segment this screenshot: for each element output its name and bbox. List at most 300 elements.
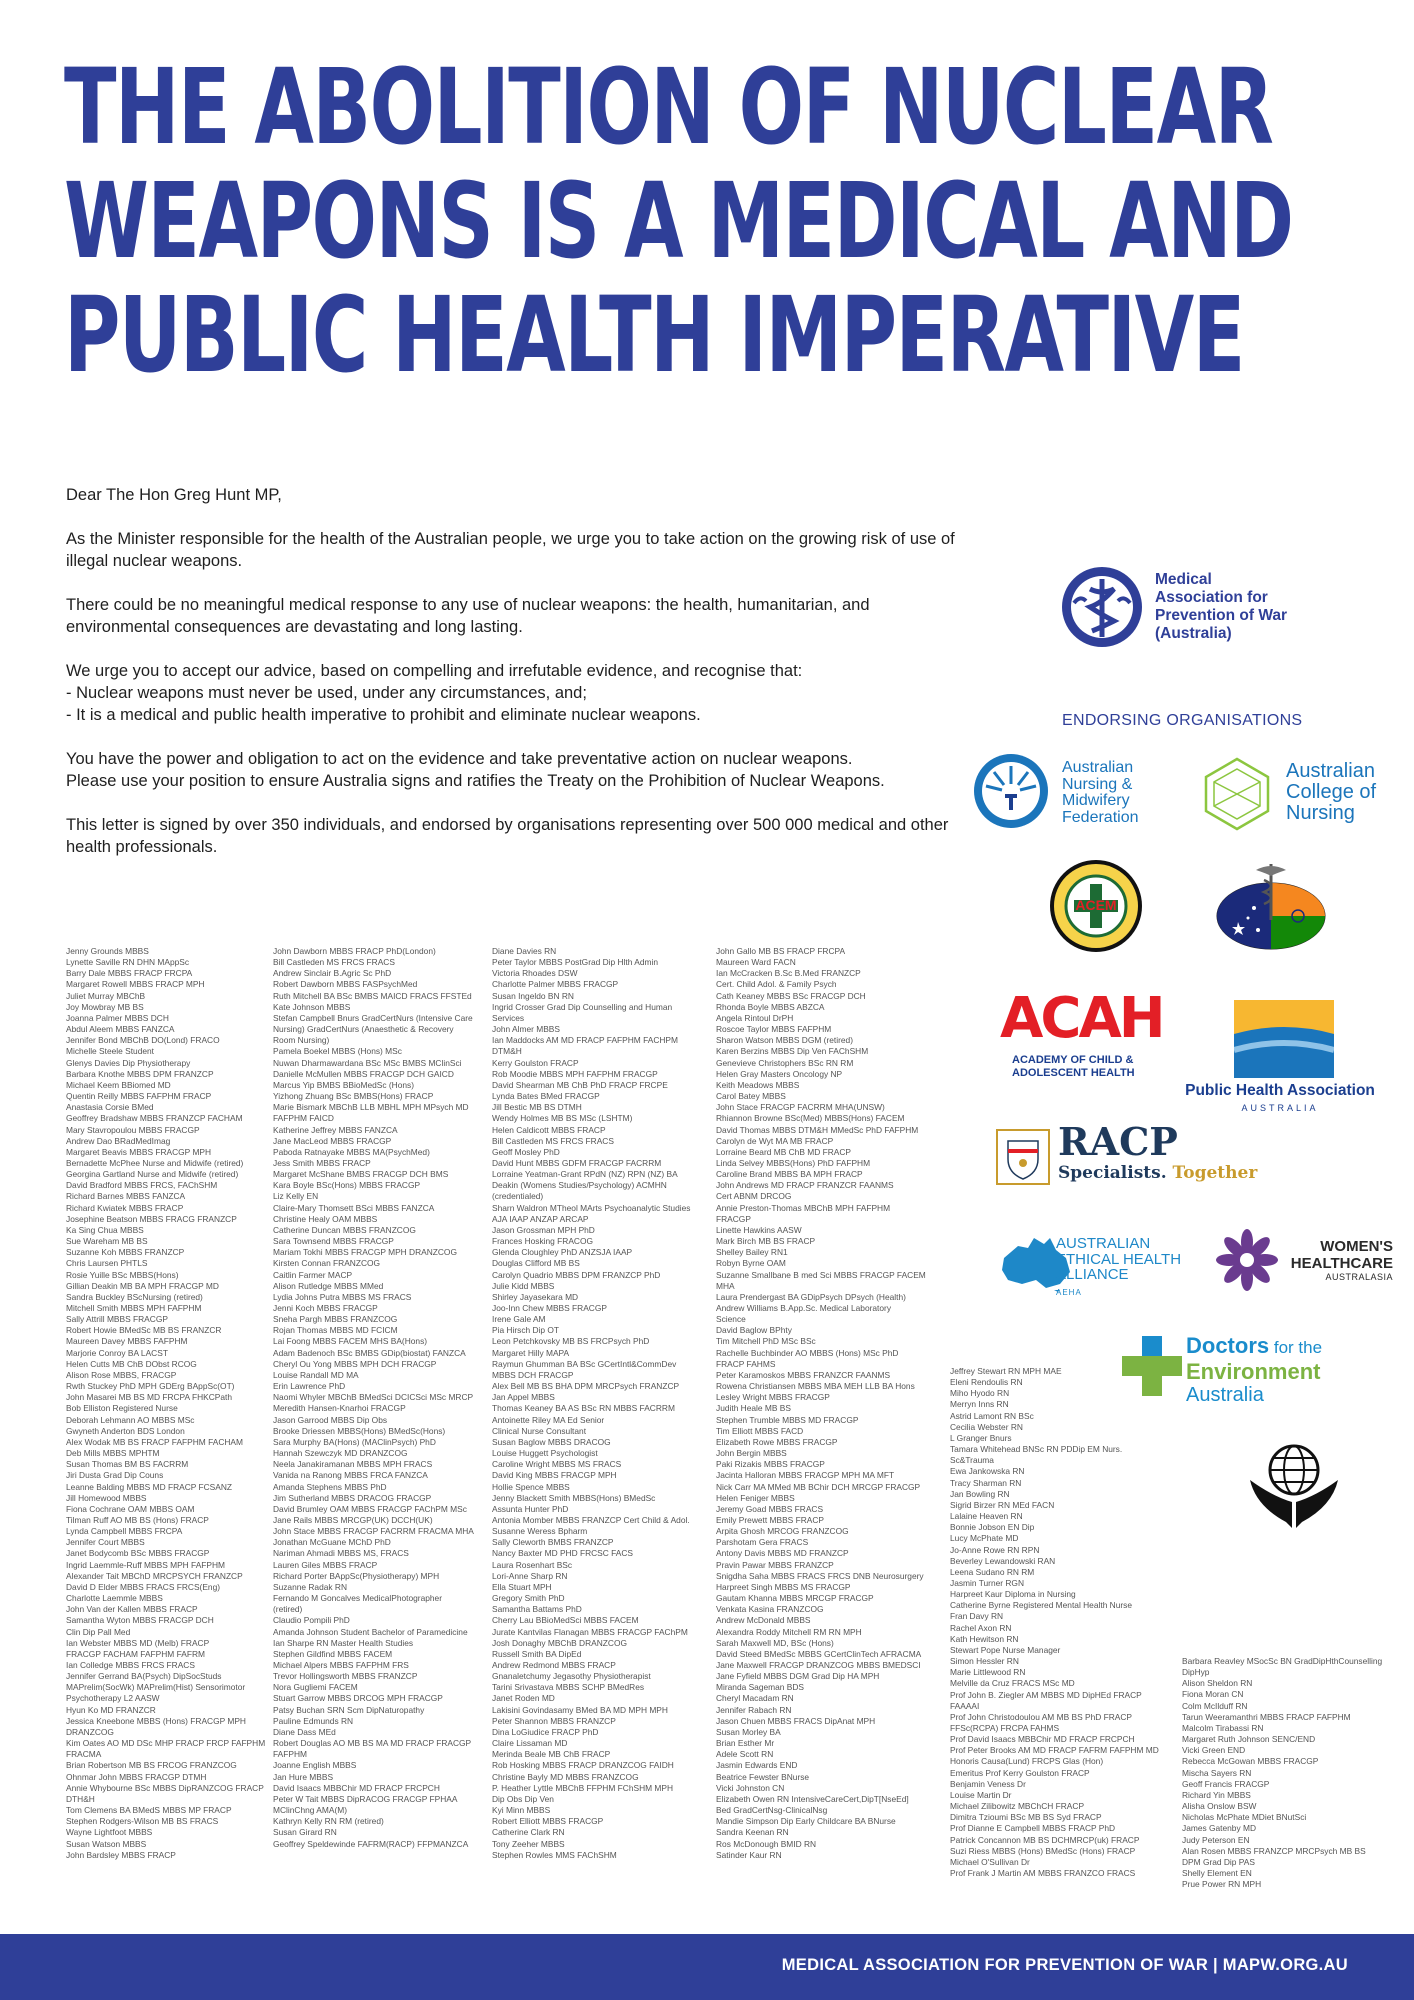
signatory-name: Venkata Kasina FRANZCOG [716, 1604, 824, 1615]
signatory-name: Alexander Tait MBChD MRCPSYCH FRANZCP [66, 1570, 243, 1581]
signatory-name: Snigdha Saha MBBS FRACS FRCS DNB Neurosurgery [716, 1570, 924, 1581]
acah-mark: ACAH [1000, 986, 1163, 1051]
signatory-name: Jonathan McGuane MChD PhD [273, 1537, 391, 1548]
signatory-name: Charlotte Laemmle MBBS [66, 1593, 163, 1604]
signatory-name: Alison Rutledge MBBS MMed [273, 1280, 384, 1291]
signatory-name: Laura Rosenhart BSc [492, 1559, 573, 1570]
signatory-name: Jason Chuen MBBS FRACS DipAnat MPH [716, 1715, 876, 1726]
signatory-name: Assunta Hunter PhD [492, 1503, 569, 1514]
signatory-name: Michael O'Sullivan Dr [950, 1856, 1030, 1867]
signatory-name: Tarun Weeramanthri MBBS FRACP FAFPHM [1182, 1711, 1351, 1722]
signatory-name: Geoffrey Bradshaw MBBS FRANZCP FACHAM [66, 1113, 243, 1124]
signatory-name: Nora Gugliemi FACEM [273, 1682, 358, 1693]
signatory-name: Bill Castleden MS FRCS FRACS [273, 957, 395, 968]
signatory-name: Jasmin Edwards END [716, 1760, 798, 1771]
signatory-name: Fernando M Goncalves MedicalPhotographer [273, 1593, 442, 1604]
signatory-name: Bonnie Jobson EN Dip [950, 1522, 1035, 1533]
signatory-name: Robert Douglas AO MB BS MA MD FRACP FRACGP [273, 1738, 472, 1749]
org-name-line: Federation [1062, 808, 1139, 826]
signatory-name: Ian McCracken B.Sc B.Med FRANZCP [716, 968, 861, 979]
signatory-name: Christine Bayly MD MBBS FRANZCOG [492, 1771, 639, 1782]
signatory-name: Tamara Whitehead BNSc RN PDDip EM Nurs. [950, 1444, 1123, 1455]
org-name-line: Public Health Association [1185, 1082, 1375, 1099]
signatory-name: Wayne Lightfoot MBBS [66, 1827, 153, 1838]
signatory-name: Brian Esther Mr [716, 1738, 775, 1749]
signatory-name: Louise Huggett Psychologist [492, 1448, 598, 1459]
signatory-name: Elizabeth Owen RN IntensiveCareCert,DipT[NseEd] [716, 1793, 909, 1804]
signatory-name: Jane Maxwell FRACGP DRANZCOG MBBS BMEDSCI [716, 1660, 921, 1670]
signatory-name: Miho Hyodo RN [950, 1388, 1010, 1399]
signatory-name: Chris Laursen PHTLS [66, 1258, 148, 1269]
signatory-name: Leanne Balding MBBS MD FRACP FCSANZ [66, 1481, 233, 1492]
signatories-column [950, 1366, 1160, 1879]
dea-name [1186, 1334, 1322, 1406]
signatory-name: Miranda Sageman BDS [716, 1682, 804, 1693]
signatory-name: Clin Dip Pall Med [66, 1626, 131, 1637]
signatory-name: Leon Petchkovsky MB BS FRCPsych PhD [492, 1336, 650, 1347]
signatory-name: Ingrid Crosser Grad Dip Counselling and Human [492, 1001, 673, 1012]
signatory-name: Kara Boyle BSc(Hons) MBBS FRACGP [273, 1180, 421, 1191]
signatory-name: (credentialed) [492, 1191, 544, 1202]
signatory-name: Michael Keem BBiomed MD [66, 1079, 171, 1090]
signatory-name: Rwth Stuckey PhD MPH GDErg BAppSc(OT) [66, 1381, 235, 1392]
signatory-name: David Hunt MBBS GDFM FRACGP FACRRM [492, 1157, 662, 1168]
signatory-name: Margaret Hilly MAPA [492, 1347, 570, 1358]
aeha-name [1056, 1236, 1181, 1283]
letter-paragraph: As the Minister responsible for the health of the Australian people, we urge you to take action on the growing risk of use of illegal nuclear weapons. [66, 530, 955, 570]
signatory-name: Rachelle Buchbinder AO MBBS (Hons) MSc PhD [716, 1347, 899, 1358]
signatory-name: Stephen Rowles MMS FAChSHM [492, 1849, 617, 1860]
signatories-column [66, 946, 266, 1861]
signatory-name: Margaret Beavis MBBS FRACGP MPH [66, 1146, 212, 1157]
signatory-name: Geoffrey Speldewinde FAFRM(RACP) FFPMANZCA [273, 1838, 469, 1849]
signatory-name: Jan Bowling RN [950, 1488, 1010, 1499]
signatory-name: Dimitra Tzioumi BSc MB BS Syd FRACP [950, 1812, 1102, 1823]
signatory-name: Michelle Steele Student [66, 1046, 154, 1057]
signatory-name: Lynette Saville RN DHN MAppSc [66, 957, 190, 968]
signatory-name: Sneha Pargh MBBS FRANZCOG [273, 1314, 398, 1325]
signatory-name: Ingrid Laemmle-Ruff MBBS MPH FAFPHM [66, 1559, 226, 1570]
org-name-line: ACADEMY OF CHILD & [1012, 1054, 1134, 1066]
signatory-name: Katherine Jeffrey MBBS FANZCA [273, 1124, 398, 1135]
signatory-name: Jill Homewood MBBS [66, 1492, 147, 1503]
acn-name [1286, 761, 1376, 824]
signatory-name: David Bradford MBBS FRCS, FAChSHM [66, 1180, 218, 1191]
letter-line: You have the power and obligation to act on the evidence and take preventative action on nuclear weapons. [66, 750, 853, 768]
headline-line: WEAPONS IS A MEDICAL AND [64, 160, 1293, 282]
signatory-name: Caroline Brand MBBS BA MPH FRACP [716, 1169, 863, 1180]
signatory-name: Mariam Tokhi MBBS FRACGP MPH DRANZCOG [273, 1247, 457, 1258]
acn-hexagon-icon [1198, 755, 1276, 833]
signatory-name: Antony Davis MBBS MD FRANZCP [716, 1548, 849, 1559]
signatory-name: Victoria Rhoades DSW [492, 968, 578, 979]
signatory-name: FRACP FAHMS [716, 1358, 776, 1369]
signatory-name: Kim Oates AO MD DSc MHP FRACP FRCP FAFPHM [66, 1738, 266, 1749]
signatory-name: Sally Attrill MBBS FRACGP [66, 1314, 168, 1325]
signatory-name: Sarah Maxwell MD, BSc (Hons) [716, 1637, 834, 1648]
acem-logo [1048, 858, 1144, 954]
acem-label: ACEM [1075, 897, 1117, 913]
signatory-name: DRANZCOG [66, 1726, 114, 1737]
signatory-name: Stuart Garrow MBBS DRCOG MPH FRACGP [273, 1693, 443, 1704]
signatory-name: Trevor Hollingsworth MBBS FRANZCP [273, 1671, 418, 1682]
signatory-name: Rosie Yuille BSc MBBS(Hons) [66, 1269, 179, 1280]
signatory-name: Susan Morley BA [716, 1726, 781, 1737]
signatory-name: Pamela Boekel MBBS (Hons) MSc [273, 1046, 402, 1057]
signatory-name: Roscoe Taylor MBBS FAFPHM [716, 1024, 832, 1035]
signatory-name: Andrew Williams B.App.Sc. Medical Laboratory [716, 1303, 892, 1313]
signatory-name: Bill Castleden MS FRCS FRACS [492, 1135, 614, 1146]
mapw-name-line: (Australia) [1155, 625, 1232, 642]
signatory-name: Richard Yin MBBS [1182, 1789, 1251, 1800]
signatory-name: Sue Wareham MB BS [66, 1236, 148, 1247]
signatory-name: Cert ABNM DRCOG [716, 1191, 792, 1202]
signatory-name: Prof David Isaacs MBBChir MD FRACP FRCPCH [950, 1734, 1135, 1745]
signatory-name: Jenny Blackett Smith MBBS(Hons) BMedSc [492, 1492, 656, 1503]
signatory-name: Rachel Axon RN [950, 1622, 1012, 1633]
racp-tagline-a: Specialists. [1058, 1163, 1167, 1183]
signatory-name: FRACGP FACHAM FAFPHM FAFRM [66, 1648, 205, 1659]
signatory-name: Susan Ingeldo BN RN [492, 990, 574, 1001]
signatory-name: Jurate Kantvilas Flanagan MBBS FRACGP FAChPM [492, 1626, 688, 1637]
org-name-line: HEALTHCARE [1290, 1255, 1393, 1272]
signatory-name: Psychotherapy L2 AASW [66, 1693, 160, 1704]
letter-paragraph: There could be no meaningful medical response to any use of nuclear weapons: the health, humanitarian, and environmental consequences are devastating and long lasting. [66, 596, 870, 636]
signatory-name: P. Heather Lyttle MBChB FFPHM FChSHM MPH [492, 1782, 674, 1793]
signatory-name: Services [492, 1012, 525, 1023]
signatory-name: Sandra Buckley BScNursing (retired) [66, 1291, 203, 1302]
letter-line: We urge you to accept our advice, based on compelling and irrefutable evidence, and recognise that: [66, 662, 803, 680]
globe-hands-logo [1246, 1440, 1342, 1530]
signatory-name: Tracy Sharman RN [950, 1477, 1022, 1488]
footer-text: MEDICAL ASSOCIATION FOR PREVENTION OF WAR | MAPW.ORG.AU [781, 1956, 1348, 1974]
signatory-name: Christine Healy OAM MBBS [273, 1213, 378, 1224]
org-name-line: AUSTRALIA [1241, 1103, 1319, 1113]
signatory-name: Glenda Cloughley PhD ANZSJA IAAP [492, 1247, 633, 1258]
signatory-name: John Van der Kallen MBBS FRACP [66, 1604, 198, 1615]
signatory-name: Hannah Szewczyk MD DRANZCOG [273, 1448, 408, 1459]
org-name-line: Environment [1186, 1359, 1321, 1384]
signatory-name: Colm McIlduff RN [1182, 1700, 1248, 1711]
signatory-name: Susan Baglow MBBS DRACOG [492, 1436, 611, 1447]
org-name-line: ALLIANCE [1056, 1266, 1129, 1283]
signatory-name: Mischa Sayers RN [1182, 1767, 1252, 1778]
signatory-name: Andrew Sinclair B.Agric Sc PhD [273, 968, 392, 979]
signatory-name: Paki Rizakis MBBS FRACGP [716, 1459, 825, 1470]
signatory-name: Lakisini Govindasamy BMed BA MD MPH MPH [492, 1704, 668, 1715]
signatory-name: Shelly Element EN [1182, 1867, 1252, 1878]
signatory-name: Russell Smith BA DipEd [492, 1648, 582, 1659]
signatory-name: Margaret Ruth Johnson SENC/END [1182, 1734, 1316, 1745]
org-name-line: WOMEN'S [1320, 1238, 1393, 1255]
signatory-name: Meredith Hansen-Knarhoi FRACGP [273, 1403, 406, 1414]
signatory-name: Alison Rose MBBS, FRACGP [66, 1369, 177, 1380]
signatories-column [273, 946, 488, 1850]
signatory-name: MHA [716, 1280, 735, 1291]
signatory-name: Amanda Johnson Student Bachelor of Paramedicine [273, 1626, 468, 1637]
signatory-name: Arpita Ghosh MRCOG FRANZCOG [716, 1526, 849, 1537]
signatory-name: Richard Porter BAppSc(Physiotherapy) MPH [273, 1570, 440, 1581]
signatory-name: Kirsten Connan FRANZCOG [273, 1258, 381, 1269]
signatory-name: Alexandra Roddy Mitchell RM RN MPH [716, 1626, 862, 1637]
signatory-name: David D Elder MBBS FRACS FRCS(Eng) [66, 1581, 221, 1592]
signatory-name: Sc&Trauma [950, 1455, 994, 1466]
signatory-name: Stephen Trumble MBBS MD FRACGP [716, 1414, 859, 1425]
signatory-name: Brian Robertson MB BS FRCOG FRANZCOG [66, 1760, 237, 1771]
signatory-name: Vicki Johnston CN [716, 1782, 785, 1793]
signatory-name: Raymun Ghumman BA BSc GCertIntl&CommDev [492, 1358, 677, 1369]
flower-icon [1215, 1228, 1279, 1294]
signatory-name: Carolyn Quadrio MBBS DPM FRANZCP PhD [492, 1269, 661, 1280]
signatory-name: Susan Thomas BM BS FACRRM [66, 1459, 189, 1470]
signatory-name: Prof Frank J Martin AM MBBS FRANZCO FRACS [950, 1868, 1136, 1879]
signatory-name: Cath Keaney MBBS BSc FRACGP DCH [716, 990, 866, 1001]
signatory-name: Nicholas McPhate MDiet BNutSci [1182, 1812, 1307, 1823]
signatory-name: FAFPHM FAICD [273, 1113, 334, 1124]
signatory-name: Marie Bismark MBChB LLB MBHL MPH MPsych MD [273, 1102, 469, 1113]
signatory-name: Cert. Child Adol. & Family Psych [716, 979, 837, 990]
signatory-name: Nursing) GradCertNurs (Anaesthetic & Recovery [273, 1024, 454, 1035]
signatory-name: Merryn Inns RN [950, 1399, 1009, 1410]
signatory-name: Astrid Lamont RN BSc [950, 1410, 1034, 1421]
signatory-name: Simon Hessler RN [950, 1656, 1019, 1667]
signatory-name: DipHyp [1182, 1667, 1210, 1678]
signatory-name: Rebecca McGowan MBBS FRACGP [1182, 1756, 1319, 1767]
signatory-name: John Stace MBBS FRACGP FACRRM FRACMA MHA [273, 1526, 474, 1537]
signatory-name: Naomi Whyler MBChB BMedSci DCICSci MSc MRCP [273, 1392, 474, 1403]
signatory-name: Harpreet Singh MBBS MS FRACGP [716, 1581, 851, 1592]
globe-hands-icon [1246, 1440, 1342, 1530]
signatory-name: Lynda Bates BMed FRACGP [492, 1091, 600, 1102]
org-name-line: ETHICAL HEALTH [1056, 1250, 1182, 1268]
signatory-name: Suzanne Koh MBBS FRANZCP [66, 1247, 185, 1258]
signatory-name: Juliet Murray MBChB [66, 990, 146, 1001]
signatory-name: John Dawborn MBBS FRACP PhD(London) [273, 946, 436, 956]
signatory-name: Barbara Knothe MBBS DPM FRANZCP [66, 1068, 214, 1079]
org-name-line: Midwifery [1062, 792, 1130, 809]
signatory-name: Ruth Mitchell BA BSc BMBS MAICD FRACS FFSTEd [273, 990, 472, 1001]
org-name-line: ADOLESCENT HEALTH [1012, 1067, 1135, 1079]
acah-name [1012, 1054, 1135, 1080]
signatory-name: Ros McDonough BMID RN [716, 1838, 817, 1849]
signatory-name: Gautam Khanna MBBS MRCGP FRACGP [716, 1593, 874, 1604]
racp-tagline-b: Together [1166, 1163, 1258, 1183]
signatory-name: Harpreet Kaur Diploma in Nursing [950, 1589, 1076, 1600]
signatory-name: Parshotam Gera FRACS [716, 1537, 809, 1548]
headline-line: THE ABOLITION OF NUCLEAR [64, 46, 1273, 168]
dea-doctors: Doctors [1186, 1333, 1270, 1358]
footer-bar [0, 1934, 1414, 2000]
signatory-name: Stephen Rodgers-Wilson MB BS FRACS [66, 1816, 219, 1827]
signatory-name: Jason Grossman MPH PhD [492, 1224, 595, 1235]
signatory-name: Bed GradCertNsg-ClinicalNsg [716, 1805, 828, 1816]
signatory-name: Malcolm Tirabassi RN [1182, 1722, 1264, 1733]
signatory-name: Claire-Mary Thomsett BSci MBBS FANZCA [273, 1202, 435, 1213]
signatory-name: Suzi Riess MBBS (Hons) BMedSc (Hons) FRACP [950, 1845, 1136, 1856]
signatory-name: Emily Prewett MBBS FRACP [716, 1514, 824, 1525]
signatory-name: Peter Shannon MBBS FRANZCP [492, 1715, 616, 1726]
signatory-name: Kate Johnson MBBS [273, 1001, 351, 1012]
signatory-name: Yizhong Zhuang BSc BMBS(Hons) FRACP [273, 1091, 434, 1102]
signatory-name: Alison Sheldon RN [1182, 1678, 1253, 1689]
signatory-name: Jane Fyfield MBBS DGM Grad Dip HA MPH [716, 1671, 880, 1682]
signatory-name: Jane Rails MBBS MRCGP(UK) DCCH(UK) [273, 1514, 433, 1525]
signatory-name: Peter Karamoskos MBBS FRANZCR FAANMS [716, 1369, 891, 1380]
signatory-name: Carol Batey MBBS [716, 1091, 786, 1102]
signatories-column [1182, 1656, 1382, 1890]
signatory-name: Julie Kidd MBBS [492, 1280, 555, 1291]
signatory-name: Prue Power RN MPH [1182, 1879, 1262, 1890]
signatory-name: Samantha Wyton MBBS FRACGP DCH [66, 1615, 214, 1626]
signatory-name: Dina LoGiudice FRACP PhD [492, 1726, 599, 1737]
signatory-name: DTM&H [492, 1046, 522, 1057]
signatory-name: Susan Girard RN [273, 1827, 337, 1838]
signatory-name: Rowena Christiansen MBBS MBA MEH LLB BA Hons [716, 1381, 915, 1392]
signatory-name: Brooke Driessen MBBS(Hons) BMedSc(Hons) [273, 1425, 446, 1436]
signatory-name: Judy Peterson EN [1182, 1834, 1250, 1845]
signatory-name: Emeritus Prof Kerry Goulston FRACP [950, 1767, 1090, 1778]
mapw-logo [1060, 565, 1360, 645]
signatory-name: Genevieve Christophers BSc RN RM [716, 1057, 854, 1068]
signatory-name: Dip Obs Dip Ven [492, 1793, 554, 1804]
signatory-name: Lai Foong MBBS FACEM MHS BA(Hons) [273, 1336, 428, 1347]
signatory-name: Jenni Koch MBBS FRACGP [273, 1303, 378, 1313]
org-name-line: Nursing [1286, 802, 1355, 824]
signatory-name: Annie Whybourne BSc MBBS DipRANZCOG FRACP [66, 1782, 264, 1793]
signatory-name: L Granger Bnurs [950, 1432, 1012, 1443]
signatory-name: Lucy McPhate MD [950, 1533, 1019, 1544]
signatory-name: Alan Rosen MBBS FRANZCP MRCPsych MB BS [1182, 1845, 1366, 1856]
pha-name [1180, 1082, 1380, 1113]
signatory-name: Kyi Minn MBBS [492, 1805, 551, 1816]
signatory-name: Mitchell Smith MBBS MPH FAFPHM [66, 1303, 202, 1313]
australia-india-medical-logo [1212, 860, 1330, 952]
signatory-name: David Baglow BPhty [716, 1325, 792, 1336]
letter-line: Please use your position to ensure Australia signs and ratifies the Treaty on the Prohibition of Nuclear Weapons. [66, 772, 885, 790]
signatory-name: Marjorie Conroy BA LACST [66, 1347, 168, 1358]
signatory-name: Gwyneth Anderton BDS London [66, 1425, 185, 1436]
signatory-name: DTH&H [66, 1793, 95, 1804]
signatory-name: David Shearman MB ChB PhD FRACP FRCPE [492, 1079, 668, 1090]
signatory-name: Andrew Redmond MBBS FRACP [492, 1660, 616, 1670]
signatory-name: John Andrews MD FRACP FRANZCR FAANMS [716, 1180, 894, 1191]
signatory-name: Lori-Anne Sharp RN [492, 1570, 568, 1581]
signatory-name: Alisha Onslow BSW [1182, 1801, 1257, 1812]
signatory-name: Adam Badenoch BSc BMBS GDip(biostat) FANZCA [273, 1347, 466, 1358]
signatory-name: Lesley Wright MBBS FRACGP [716, 1392, 830, 1403]
signatory-name: John Stace FRACGP FACRRM MHA(UNSW) [716, 1102, 885, 1113]
signatory-name: (retired) [273, 1604, 303, 1615]
anmf-logo [972, 752, 1152, 832]
signatory-name: Geoff Francis FRACGP [1182, 1778, 1270, 1789]
signatory-name: Claire Lissaman MD [492, 1738, 568, 1749]
signatory-name: Beverley Lewandowski RAN [950, 1555, 1056, 1566]
signatory-name: Jan Hure MBBS [273, 1771, 334, 1782]
signatory-name: Cherry Lau BBioMedSci MBBS FACEM [492, 1615, 639, 1626]
signatory-name: Mark Birch MB BS FRACP [716, 1236, 816, 1247]
signatory-name: David King MBBS FRACGP MPH [492, 1470, 617, 1481]
signatory-name: James Gatenby MD [1182, 1823, 1257, 1834]
signatory-name: Stewart Pope Nurse Manager [950, 1644, 1061, 1655]
endorsing-organisations-title: ENDORSING ORGANISATIONS [1062, 712, 1303, 729]
signatory-name: Elizabeth Rowe MBBS FRACGP [716, 1436, 838, 1447]
signatory-name: Angela Rintoul DrPH [716, 1012, 794, 1023]
signatory-name: Science [716, 1314, 746, 1325]
signatory-name: Antonia Momber MBBS FRANZCP Cert Child & Adol. [492, 1514, 690, 1525]
signatory-name: Amanda Stephens MBBS PhD [273, 1481, 387, 1492]
mapw-name-line: Association for [1155, 589, 1268, 606]
signatory-name: Nancy Baxter MD PHD FRCSC FACS [492, 1548, 634, 1559]
signatory-name: Andrew McDonald MBBS [716, 1615, 811, 1626]
signatory-name: MBBS DCH FRACGP [492, 1369, 574, 1380]
signatory-name: Charlotte Palmer MBBS FRACGP [492, 979, 619, 990]
signatory-name: Clinical Nurse Consultant [492, 1425, 587, 1436]
signatory-name: David Isaacs MBBChir MD FRACP FRCPCH [273, 1782, 440, 1793]
signatory-name: John Bergin MBBS [716, 1448, 787, 1459]
signatory-name: Paboda Ratnayake MBBS MA(PsychMed) [273, 1146, 430, 1157]
signatory-name: Rob Moodie MBBS MPH FAFPHM FRACGP [492, 1068, 658, 1079]
signatory-name: Richard Kwiatek MBBS FRACP [66, 1202, 184, 1213]
signatories-column [492, 946, 707, 1861]
signatory-name: Janet Bodycomb BSc MBBS FRACGP [66, 1548, 210, 1559]
signatory-name: Quentin Reilly MBBS FAFPHM FRACP [66, 1091, 212, 1102]
signatory-name: Jacinta Halloran MBBS FRACGP MPH MA MFT [716, 1470, 895, 1481]
signatory-name: Diane Davies RN [492, 946, 557, 956]
signatory-name: Sharon Watson MBBS DGM (retired) [716, 1035, 853, 1046]
letter-body [66, 484, 966, 880]
signatory-name: Robyn Byrne OAM [716, 1258, 786, 1269]
signatory-name: Susan Watson MBBS [66, 1838, 147, 1849]
signatory-name: Josephine Beatson MBBS FRACG FRANZCP [66, 1213, 237, 1224]
signatory-name: Jo-Anne Rowe RN RPN [950, 1544, 1040, 1555]
signatory-name: Maureen Davey MBBS FAFPHM [66, 1336, 188, 1347]
signatory-name: Ohnmar John MBBS FRACGP DTMH [66, 1771, 207, 1782]
signatory-name: Laura Prendergast BA GDipPsych DPsych (Health) [716, 1291, 906, 1302]
signatory-name: Barbara Reavley MSocSc BN GradDipHthCounselling [1182, 1656, 1383, 1666]
letter-paragraph [66, 748, 966, 792]
signatory-name: Pravin Pawar MBBS FRANZCP [716, 1559, 834, 1570]
signatory-name: Benjamin Veness Dr [950, 1778, 1026, 1789]
signatory-name: FRACGP [716, 1213, 751, 1224]
signatory-name: Georgina Gartland Nurse and Midwife (retired) [66, 1169, 239, 1180]
racp-tagline [1058, 1163, 1257, 1183]
signatory-name: Ian Webster MBBS MD (Melb) FRACP [66, 1637, 210, 1648]
letter-paragraph [66, 660, 966, 726]
caduceus-globe-icon [1060, 565, 1144, 649]
signatory-name: Karen Berzins MBBS Dip Ven FAChSHM [716, 1046, 869, 1057]
signatory-name: Douglas Clifford MB BS [492, 1258, 580, 1269]
signatory-name: Prof John Christodoulou AM MB BS PhD FRACP [950, 1711, 1132, 1722]
signatory-name: Caitlin Farmer MACP [273, 1269, 353, 1280]
signatory-name: Room Nursing) [273, 1035, 330, 1046]
racp-crest-icon [996, 1129, 1050, 1185]
letter-line: - Nuclear weapons must never be used, under any circumstances, and; [66, 684, 587, 702]
signatory-name: Lynda Campbell MBBS FRCPA [66, 1526, 183, 1537]
signatory-name: Bob Elliston Registered Nurse [66, 1403, 178, 1414]
signatory-name: FAFPHM [273, 1749, 307, 1760]
signatory-name: Fran Davy RN [950, 1611, 1004, 1622]
signatory-name: Barry Dale MBBS FRACP FRCPA [66, 968, 193, 979]
signatory-name: Jessica Kneebone MBBS (Hons) FRACGP MPH [66, 1715, 246, 1726]
signatory-name: Satinder Kaur RN [716, 1849, 782, 1860]
signatory-name: Nick Carr MA MMed MB BChir DCH MRCGP FRACGP [716, 1481, 921, 1492]
signatory-name: Prof Dianne E Campbell MBBS FRACP PhD [950, 1823, 1116, 1834]
signatory-name: Kath Hewitson RN [950, 1633, 1019, 1644]
org-name-line: Nursing & [1062, 775, 1133, 793]
signatory-name: AJA IAAP ANZAP ARCAP [492, 1213, 589, 1224]
letter-paragraph: This letter is signed by over 350 individuals, and endorsed by organisations representing over 500 000 medical and other health professionals. [66, 816, 949, 856]
signatory-name: Claudio Pompili PhD [273, 1615, 350, 1626]
